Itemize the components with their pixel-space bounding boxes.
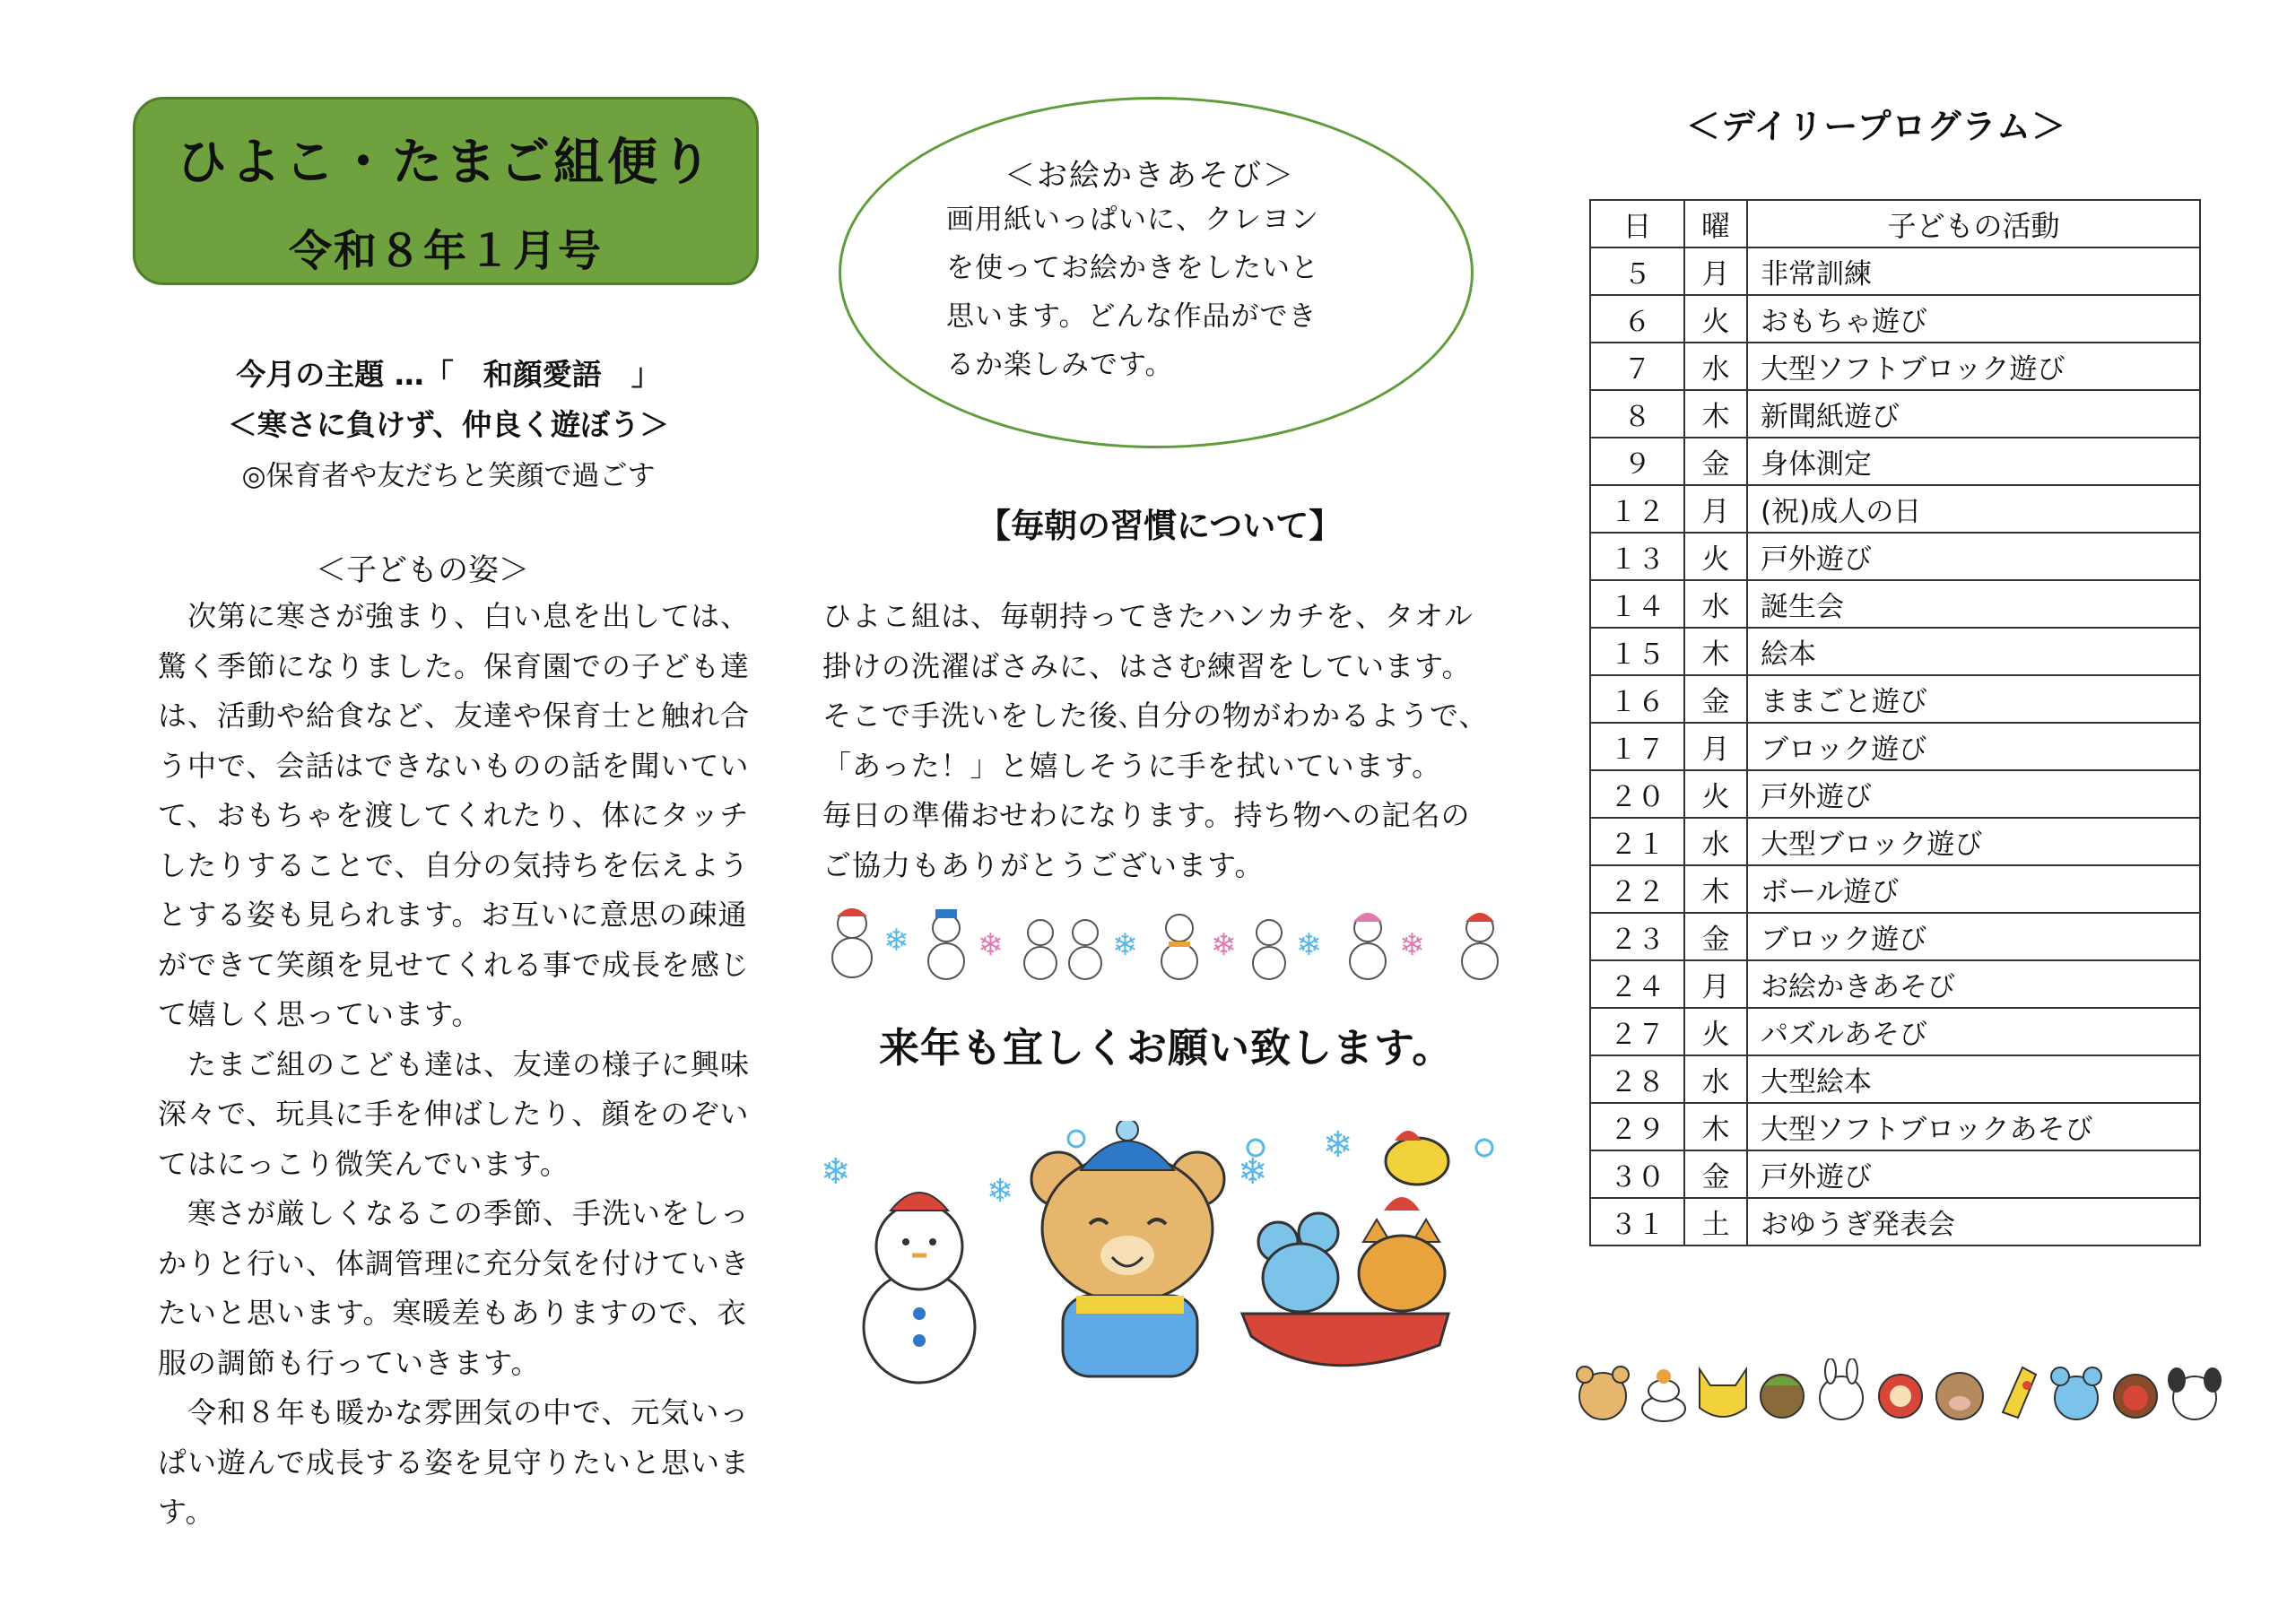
row-day: ３１ — [1590, 1198, 1684, 1245]
children-line: てはにっこり微笑んでいます。 — [158, 1146, 570, 1181]
snowman-icon — [1024, 920, 1057, 979]
habit-line: 「あった！」と嬉しそうに手を拭いています。 — [822, 748, 1442, 783]
children-line: たまご組のこども達は、友達の様子に興味 — [158, 1046, 751, 1081]
row-day: ２３ — [1590, 913, 1684, 960]
table-row — [1590, 580, 2200, 628]
habit-line: 毎日の準備おせわになります。持ち物への記名の — [822, 798, 1471, 832]
title-box — [133, 97, 759, 285]
children-line: す。 — [158, 1495, 215, 1529]
zodiac-animal-icon — [1879, 1375, 1922, 1418]
habit-text — [822, 592, 1504, 890]
table-row — [1590, 1198, 2200, 1245]
column-header-day: 日 — [1590, 200, 1684, 247]
habit-line: ひよこ組は、毎朝持ってきたハンカチを、タオル — [822, 599, 1474, 633]
row-weekday: 水 — [1684, 343, 1747, 390]
zodiac-animal-icon — [1820, 1358, 1863, 1419]
column-header-weekday: 曜 — [1684, 200, 1747, 247]
children-line: したりすることで、自分の気持ちを伝えよう — [158, 847, 750, 882]
row-weekday: 土 — [1684, 1198, 1747, 1245]
bird-icon — [1386, 1131, 1448, 1185]
children-line: たいと思います。寒暖差もありますので、衣 — [158, 1296, 747, 1330]
table-row — [1590, 247, 2200, 295]
row-day: １２ — [1590, 485, 1684, 533]
table-row — [1590, 1150, 2200, 1198]
zodiac-animal-icon — [1936, 1373, 1983, 1419]
snowflake-icon: ❄ — [1238, 1151, 1268, 1193]
table-row — [1590, 865, 2200, 913]
zodiac-animal-border — [1574, 1358, 2238, 1426]
row-day: ２７ — [1590, 1008, 1684, 1055]
row-day: ２９ — [1590, 1103, 1684, 1150]
row-day: ２４ — [1590, 960, 1684, 1008]
children-line: 令和８年も暖かな雰囲気の中で、元気いっ — [158, 1395, 750, 1429]
zodiac-animal-icon — [2051, 1367, 2101, 1419]
row-activity: 大型ソフトブロック遊び — [1747, 343, 2200, 390]
mouse-icon — [1258, 1213, 1338, 1312]
zodiac-animal-icon — [2003, 1367, 2036, 1418]
issue-date: 令和８年１月号 — [288, 226, 603, 276]
table-row — [1590, 438, 2200, 485]
newsletter-title: ひよこ・たまご組便り — [177, 134, 715, 192]
children-line: 寒さが厳しくなるこの季節、手洗いをしっ — [158, 1196, 751, 1230]
row-activity: ボール遊び — [1747, 865, 2200, 913]
row-weekday: 木 — [1684, 865, 1747, 913]
snowflake-icon: ❄ — [1112, 927, 1138, 963]
children-line: 深々で、玩具に手を伸ばしたり、顔をのぞい — [158, 1097, 750, 1131]
row-weekday: 火 — [1684, 295, 1747, 343]
row-day: ７ — [1590, 343, 1684, 390]
row-activity: 新聞紙遊び — [1747, 390, 2200, 438]
row-weekday: 金 — [1684, 913, 1747, 960]
snowman-icon — [1161, 915, 1197, 979]
habit-line: そこで手洗いをした後､自分の物がわかるようで、 — [822, 699, 1489, 733]
row-weekday: 木 — [1684, 390, 1747, 438]
snowflake-icon: ❄ — [883, 923, 909, 959]
table-row — [1590, 723, 2200, 770]
drawing-text — [946, 195, 1359, 389]
snowflake-icon: ❄ — [987, 1173, 1014, 1210]
row-activity: 非常訓練 — [1747, 247, 2200, 295]
row-activity: お絵かきあそび — [1747, 960, 2200, 1008]
column-header-activity: 子どもの活動 — [1747, 200, 2200, 247]
snowman-icon — [832, 908, 872, 977]
row-day: ６ — [1590, 295, 1684, 343]
row-day: ９ — [1590, 438, 1684, 485]
snowflake-icon: ❄ — [1296, 927, 1322, 963]
row-day: ２０ — [1590, 770, 1684, 818]
snow-dot — [1476, 1140, 1492, 1156]
row-day: １４ — [1590, 580, 1684, 628]
row-activity: 身体測定 — [1747, 438, 2200, 485]
table-row — [1590, 960, 2200, 1008]
row-activity: 戸外遊び — [1747, 533, 2200, 580]
table-row — [1590, 818, 2200, 865]
children-line: 驚く季節になりました。保育園での子ども達 — [158, 648, 751, 683]
row-activity: 大型ソフトブロックあそび — [1747, 1103, 2200, 1150]
row-activity: 戸外遊び — [1747, 1150, 2200, 1198]
winter-illustration — [821, 1121, 1529, 1417]
zodiac-animal-icon — [1577, 1367, 1629, 1419]
row-activity: 誕生会 — [1747, 580, 2200, 628]
drawing-line: 思います。どんな作品ができ — [946, 300, 1318, 333]
row-weekday: 月 — [1684, 723, 1747, 770]
row-weekday: 金 — [1684, 438, 1747, 485]
row-weekday: 月 — [1684, 247, 1747, 295]
row-weekday: 水 — [1684, 580, 1747, 628]
children-line: ぱい遊んで成長する姿を見守りたいと思いま — [158, 1445, 751, 1480]
row-activity: 大型絵本 — [1747, 1055, 2200, 1103]
table-row — [1590, 1103, 2200, 1150]
children-text — [158, 592, 777, 1538]
cat-icon — [1359, 1197, 1445, 1311]
table-row — [1590, 1008, 2200, 1055]
zodiac-animal-icon — [2114, 1375, 2157, 1418]
drawing-heading: ＜お絵かきあそび＞ — [1004, 158, 1295, 194]
drawing-line: 画用紙いっぱいに、クレヨン — [946, 204, 1319, 236]
table-row — [1590, 1055, 2200, 1103]
children-line: は、活動や給食など、友達や保育士と触れ合 — [158, 699, 751, 733]
children-line: 次第に寒さが強まり、白い息を出しては、 — [158, 599, 751, 633]
row-day: ８ — [1590, 390, 1684, 438]
children-line: ができて笑顔を見せてくれる事で成長を感じ — [158, 947, 751, 982]
snowflake-icon: ❄ — [821, 1151, 851, 1193]
snowflake-icon: ❄ — [1399, 927, 1425, 963]
row-day: １７ — [1590, 723, 1684, 770]
zodiac-animal-icon — [1700, 1369, 1746, 1417]
row-activity: 戸外遊び — [1747, 770, 2200, 818]
row-weekday: 月 — [1684, 960, 1747, 1008]
row-day: ３０ — [1590, 1150, 1684, 1198]
snowflake-icon: ❄ — [1323, 1124, 1353, 1166]
row-weekday: 金 — [1684, 675, 1747, 723]
table-row — [1590, 913, 2200, 960]
table-row — [1590, 295, 2200, 343]
drawing-line: を使ってお絵かきをしたいと — [946, 252, 1319, 284]
snowflake-icon: ❄ — [978, 927, 1004, 963]
zodiac-animal-icon — [1761, 1375, 1804, 1418]
snowman-icon — [1462, 913, 1498, 979]
table-row — [1590, 485, 2200, 533]
row-weekday: 木 — [1684, 628, 1747, 675]
daily-program-heading: ＜デイリープログラム＞ — [1686, 107, 2067, 146]
children-line: て嬉しく思っています。 — [158, 997, 482, 1031]
children-line: て、おもちゃを渡してくれたり、体にタッチ — [158, 798, 750, 832]
zodiac-animal-icon — [2168, 1367, 2222, 1419]
row-day: ２１ — [1590, 818, 1684, 865]
table-row — [1590, 628, 2200, 675]
row-activity: パズルあそび — [1747, 1008, 2200, 1055]
table-row — [1590, 675, 2200, 723]
children-line: とする姿も見られます。お互いに意思の疎通 — [158, 898, 748, 932]
children-line: かりと行い、体調管理に充分気を付けていき — [158, 1245, 751, 1280]
children-line: う中で、会話はできないものの話を聞いてい — [158, 748, 750, 783]
table-row — [1590, 343, 2200, 390]
habit-line: ご協力もありがとうございます。 — [822, 847, 1265, 882]
snowman-icon — [1350, 913, 1386, 979]
row-weekday: 水 — [1684, 1055, 1747, 1103]
row-activity: (祝)成人の日 — [1747, 485, 2200, 533]
row-weekday: 月 — [1684, 485, 1747, 533]
drawing-line: るか楽しみです。 — [946, 349, 1174, 381]
row-weekday: 木 — [1684, 1103, 1747, 1150]
row-day: １６ — [1590, 675, 1684, 723]
row-day: １３ — [1590, 533, 1684, 580]
row-activity: ブロック遊び — [1747, 723, 2200, 770]
row-weekday: 火 — [1684, 770, 1747, 818]
habit-line: 掛けの洗濯ばさみに、はさむ練習をしています。 — [822, 648, 1472, 683]
row-activity: おもちゃ遊び — [1747, 295, 2200, 343]
row-day: ２２ — [1590, 865, 1684, 913]
habit-heading: 【毎朝の習慣について】 — [978, 507, 1343, 545]
table-header-row — [1590, 200, 2200, 247]
row-weekday: 金 — [1684, 1150, 1747, 1198]
table-row — [1590, 390, 2200, 438]
children-heading: ＜子どもの姿＞ — [316, 552, 529, 588]
monthly-slogan: ＜寒さに負けず、仲良く遊ぼう＞ — [227, 407, 670, 442]
daily-program-table — [1589, 199, 2201, 1246]
row-weekday: 水 — [1684, 818, 1747, 865]
row-weekday: 火 — [1684, 1008, 1747, 1055]
snowman-icon — [928, 909, 964, 979]
snowman-icon — [1253, 920, 1285, 979]
snowman-icon — [1069, 920, 1101, 979]
table-row — [1590, 533, 2200, 580]
snowflake-icon: ❄ — [1211, 927, 1237, 963]
snowman-icon — [864, 1193, 975, 1383]
sled-icon — [1242, 1314, 1448, 1366]
snowman-border — [830, 897, 1511, 986]
new-year-greeting: 来年も宜しくお願い致します。 — [879, 1024, 1454, 1072]
row-activity: おゆうぎ発表会 — [1747, 1198, 2200, 1245]
row-weekday: 火 — [1684, 533, 1747, 580]
row-day: ５ — [1590, 247, 1684, 295]
row-activity: 絵本 — [1747, 628, 2200, 675]
monthly-goal: ◎保育者や友だちと笑顔で過ごす — [241, 460, 656, 492]
monthly-theme: 今月の主題 …「 和顔愛語 」 — [236, 357, 661, 392]
row-activity: 大型ブロック遊び — [1747, 818, 2200, 865]
snow-dot — [1068, 1131, 1084, 1147]
children-line: 服の調節も行っていきます。 — [158, 1345, 541, 1380]
table-row — [1590, 770, 2200, 818]
row-activity: ブロック遊び — [1747, 913, 2200, 960]
row-activity: ままごと遊び — [1747, 675, 2200, 723]
bear-icon — [1031, 1121, 1224, 1376]
zodiac-animal-icon — [1642, 1369, 1685, 1421]
row-day: ２８ — [1590, 1055, 1684, 1103]
row-day: １５ — [1590, 628, 1684, 675]
